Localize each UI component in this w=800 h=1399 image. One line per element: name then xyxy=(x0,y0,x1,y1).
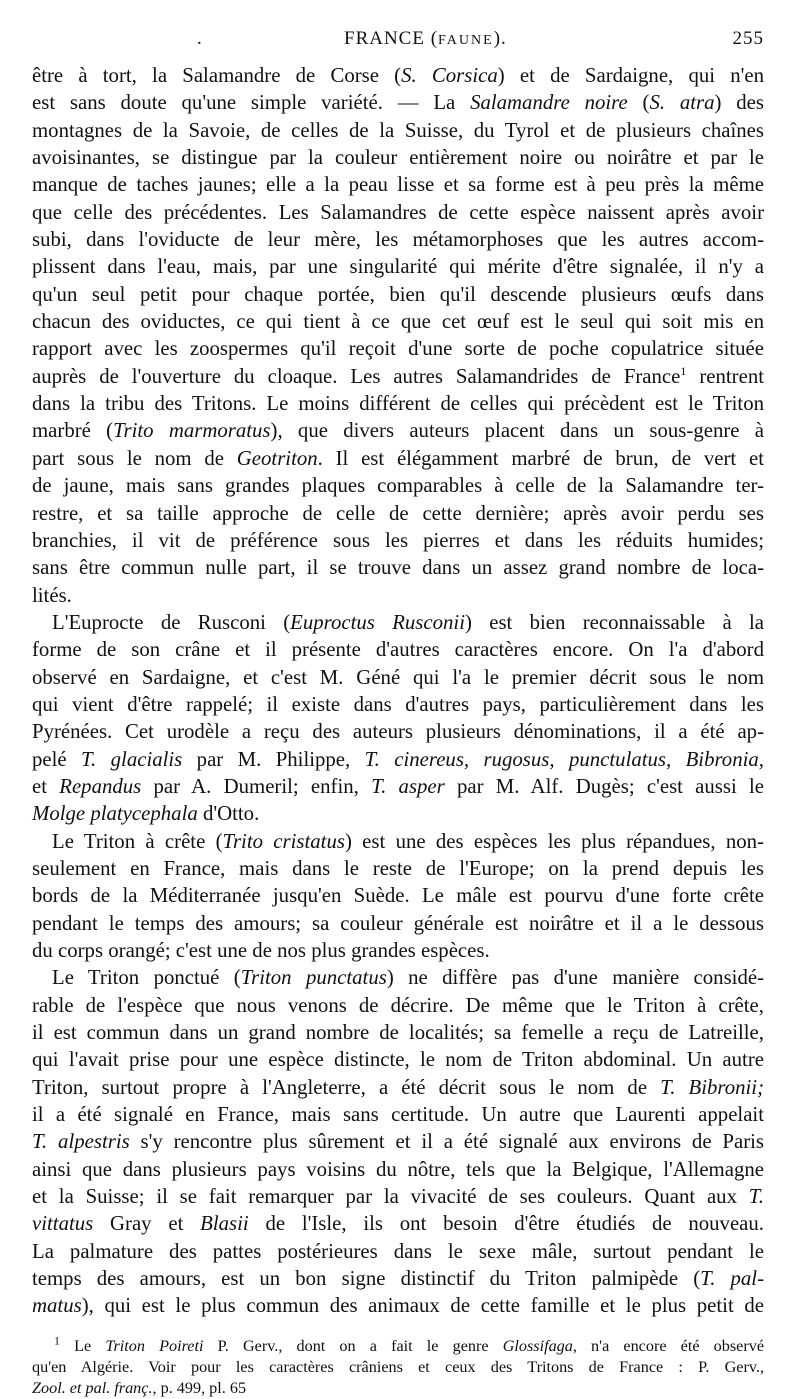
footnote-line: $^1$ Le Triton Poireti P. Gerv., dont on a fait le genre Glossifaga, n'a encore été observé xyxy=(54,1333,765,1355)
main-text xyxy=(32,62,764,1320)
text-line: est sans doute qu'une simple variété. — La Salamandre noire (S. atra) des xyxy=(32,91,764,115)
footnote-number: 1 xyxy=(54,1333,60,1348)
footnote-line: Zool. et pal. franç., p. 499, pl. 65 xyxy=(32,1378,247,1397)
text-line: il est commun dans un grand nombre de localités; sa femelle a reçu de Latreille, xyxy=(32,1021,764,1045)
text-line: matus), qui est le plus commun des animaux de cette famille et le plus petit de xyxy=(32,1294,764,1318)
text-line: manque de taches jaunes; elle a la peau lisse et sa forme est à peu près la même xyxy=(32,173,764,197)
text-line: dans la tribu des Tritons. Le moins différent de celles qui précèdent est le Triton xyxy=(32,392,764,416)
text-line: plissent dans l'eau, mais, par une singularité qui mérite d'être signalée, il n'y a xyxy=(32,255,764,279)
text-line: et Repandus par A. Dumeril; enfin, T. asper par M. Alf. Dugès; c'est aussi le xyxy=(32,774,765,798)
text-line: avoisinantes, se distingue par la couleur entièrement noire ou noirâtre et par le xyxy=(32,146,764,170)
text-line: et la Suisse; il se fait remarquer par la vivacité de ses couleurs. Quant aux T. xyxy=(32,1185,764,1209)
text-line: part sous le nom de Geotriton. Il est élégamment marbré de brun, de vert et xyxy=(32,446,764,470)
text-line: rable de l'espèce que nous venons de décrire. De même que le Triton à crête, xyxy=(32,993,764,1017)
text-line: bords de la Méditerranée jusqu'en Suède. Le mâle est pourvu d'une forte crête xyxy=(32,884,764,908)
text-line: Triton, surtout propre à l'Angleterre, a été décrit sous le nom de T. Bibronii; xyxy=(32,1075,764,1099)
text-line: qui l'avait prise pour une espèce distincte, le nom de Triton abdominal. Un autre xyxy=(32,1048,764,1072)
text-line: vittatus Gray et Blasii de l'Isle, ils ont besoin d'être étudiés de nouveau. xyxy=(32,1212,765,1236)
text-line: pendant le temps des amours; sa couleur générale est noirâtre et il a le dessous xyxy=(32,911,764,935)
text-line: pelé T. glacialis par M. Philippe, T. cinereus, rugosus, punctulatus, Bibronia, xyxy=(32,747,764,771)
text-line: du corps orangé; c'est une de nos plus grandes espèces. xyxy=(32,939,490,962)
text-line: La palmature des pattes postérieures dans le sexe mâle, surtout pendant le xyxy=(32,1239,764,1263)
text-line: Le Triton ponctué (Triton punctatus) ne diffère pas d'une manière considé- xyxy=(52,966,765,990)
text-line: forme de son crâne et il présente d'autres caractères encore. On l'a d'abord xyxy=(32,638,764,662)
text-line: L'Euprocte de Rusconi (Euproctus Rusconii) est bien reconnaissable à la xyxy=(52,610,765,634)
text-line: subi, dans l'oviducte de leur mère, les métamorphoses que les autres accom- xyxy=(32,228,764,252)
footnote-marker: 1 xyxy=(680,363,687,378)
running-header xyxy=(32,26,764,58)
header-title: FRANCE (FAUNE). xyxy=(344,28,507,49)
footnote xyxy=(32,1333,765,1399)
text-line: T. alpestris s'y rencontre plus sûrement et il a été signalé aux environs de Paris xyxy=(32,1130,764,1154)
page-number: 255 xyxy=(732,28,764,49)
text-line: branchies, il vit de préférence sous les pierres et dans les réduits humides; xyxy=(32,528,764,552)
text-line: seulement en France, mais dans le reste de l'Europe; on la prend depuis les xyxy=(32,856,764,880)
text-line: être à tort, la Salamandre de Corse (S. Corsica) et de Sardaigne, qui n'en xyxy=(32,64,764,87)
text-line: il a été signalé en France, mais sans certitude. Un autre que Laurenti appelait xyxy=(32,1103,764,1127)
footnote-line: qu'en Algérie. Voir pour les caractères crâniens et ceux des Tritons de France : P. Gerv., xyxy=(32,1357,764,1376)
text-line: rapport avec les zoospermes qu'il reçoit d'une sorte de poche copulatrice située xyxy=(32,337,764,361)
text-line: marbré (Trito marmoratus), que divers auteurs placent dans un sous-genre à xyxy=(32,419,765,443)
header-dot: . xyxy=(197,28,203,49)
text-line: que celle des précédentes. Les Salamandres de cette espèce naissent après avoir xyxy=(32,200,764,224)
text-line: Pyrénées. Cet urodèle a reçu des auteurs plusieurs dénominations, il a été ap- xyxy=(32,720,764,744)
text-line: Le Triton à crête (Trito cristatus) est une des espèces les plus répandues, non- xyxy=(52,829,764,853)
text-line: observé en Sardaigne, et c'est M. Géné qui l'a le premier décrit sous le nom xyxy=(32,665,764,689)
text-line: de jaune, mais sans grandes plaques comparables à celle de la Salamandre ter- xyxy=(32,474,764,498)
text-line: sans être commun nulle part, il se trouve dans un assez grand nombre de loca- xyxy=(32,556,764,580)
text-line: ainsi que dans plusieurs pays voisins du nôtre, tels que la Belgique, l'Allemagne xyxy=(32,1157,764,1181)
text-line: temps des amours, est un bon signe distinctif du Triton palmipède (T. pal- xyxy=(32,1267,765,1291)
text-line: chacun des oviductes, ce qui tient à ce que cet œuf est le seul qui soit mis en xyxy=(32,310,764,334)
text-line: auprès de l'ouverture du cloaque. Les autres Salamandrides de France$^1$ rentrent xyxy=(32,363,764,388)
text-line: qui vient d'être rappelé; il existe dans d'autres pays, particulièrement dans les xyxy=(32,692,764,716)
text-line: montagnes de la Savoie, de celles de la Suisse, du Tyrol et de plusieurs chaînes xyxy=(32,118,764,142)
text-line: restre, et sa taille approche de celle de cette dernière; après avoir perdu ses xyxy=(32,501,764,525)
text-line: lités. xyxy=(32,583,72,607)
text-line: Molge platycephala d'Otto. xyxy=(32,802,260,826)
text-line: qu'un seul petit pour chaque portée, bien qu'il descende plusieurs œufs dans xyxy=(32,282,764,306)
